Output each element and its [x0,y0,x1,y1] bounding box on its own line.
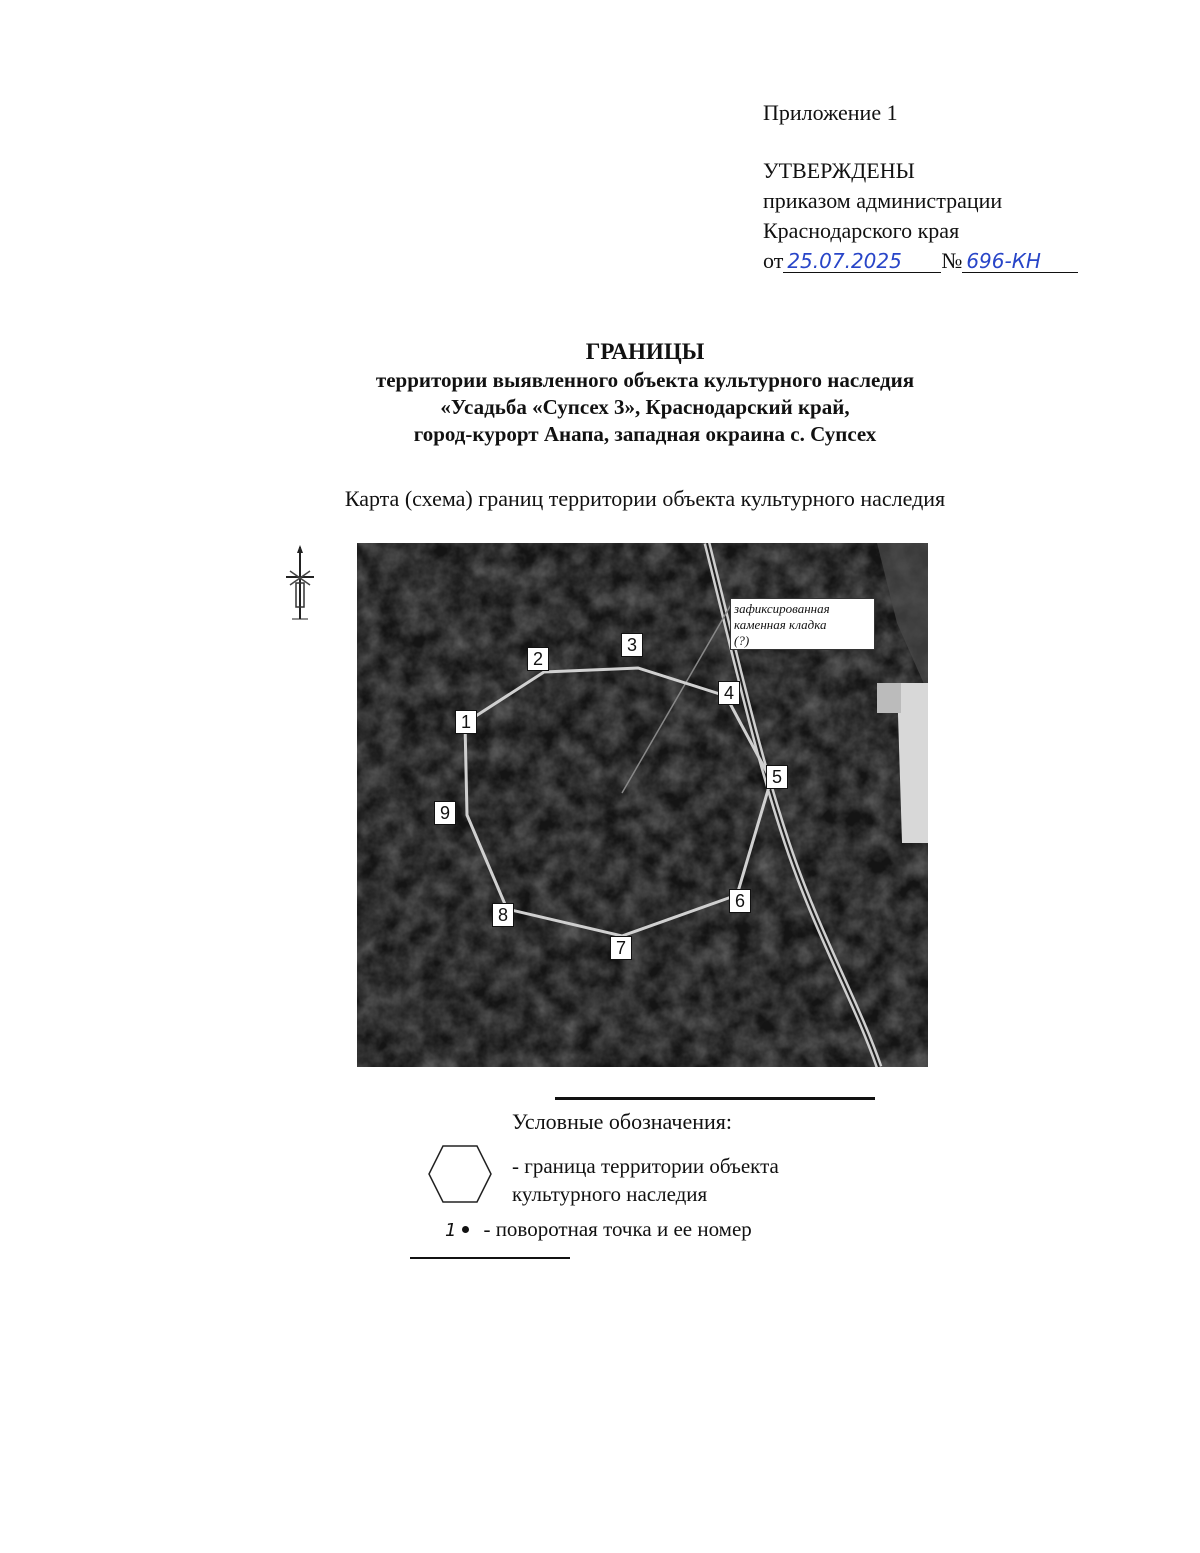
order-date-number [763,246,1078,276]
legend-boundary-line-1: - граница территории объекта [512,1154,779,1178]
turning-point-label: 3 [621,633,643,657]
number-label: № [941,248,963,273]
approved-heading: УТВЕРЖДЕНЫ [763,158,915,183]
order-date: 25.07.2025 [783,250,941,273]
map-annotation [730,598,875,650]
legend-bottom-rule [410,1257,570,1259]
legend-point-desc: - поворотная точка и ее номер [483,1217,752,1241]
document-title [0,338,1200,448]
annotation-line-2: каменная кладка [734,617,827,632]
point-dot-icon [462,1226,469,1233]
title-line-1: территории выявленного объекта культурного наследия [375,368,915,392]
legend-point-row [445,1217,752,1242]
title-line-2: «Усадьба «Супсех 3», Краснодарский край, [440,395,850,419]
turning-point-label: 5 [766,765,788,789]
approved-by-order: приказом администрации [763,188,1003,213]
north-arrow-icon [280,543,320,623]
order-number: 696-КН [962,250,1078,273]
annotation-line-1: зафиксированная [734,601,830,616]
turning-point-label: 6 [729,889,751,913]
turning-point-label: 8 [492,903,514,927]
turning-point-label: 7 [610,936,632,960]
turning-point-label: 2 [527,647,549,671]
title-main: ГРАНИЦЫ [585,339,705,364]
annex-label: Приложение 1 [763,100,898,125]
legend-boundary-line-2: культурного наследия [512,1182,708,1206]
legend [405,1097,885,1267]
satellite-map [357,543,928,1067]
legend-title: Условные обозначения: [512,1109,733,1134]
legend-top-rule [555,1097,875,1100]
turning-point-label: 1 [455,710,477,734]
approval-block [763,98,1078,276]
turning-point-label: 9 [434,801,456,825]
from-label: от [763,248,784,273]
map-caption: Карта (схема) границ территории объекта культурного наследия [344,486,946,511]
annotation-line-3: (?) [734,633,750,648]
boundary-hexagon-icon [425,1143,495,1205]
approved-region: Краснодарского края [763,218,960,243]
legend-boundary-desc [512,1152,779,1208]
turning-point-label: 4 [718,681,740,705]
legend-point-number: 1 [445,1220,457,1241]
title-line-3: город-курорт Анапа, западная окраина с. Супсех [413,422,877,446]
